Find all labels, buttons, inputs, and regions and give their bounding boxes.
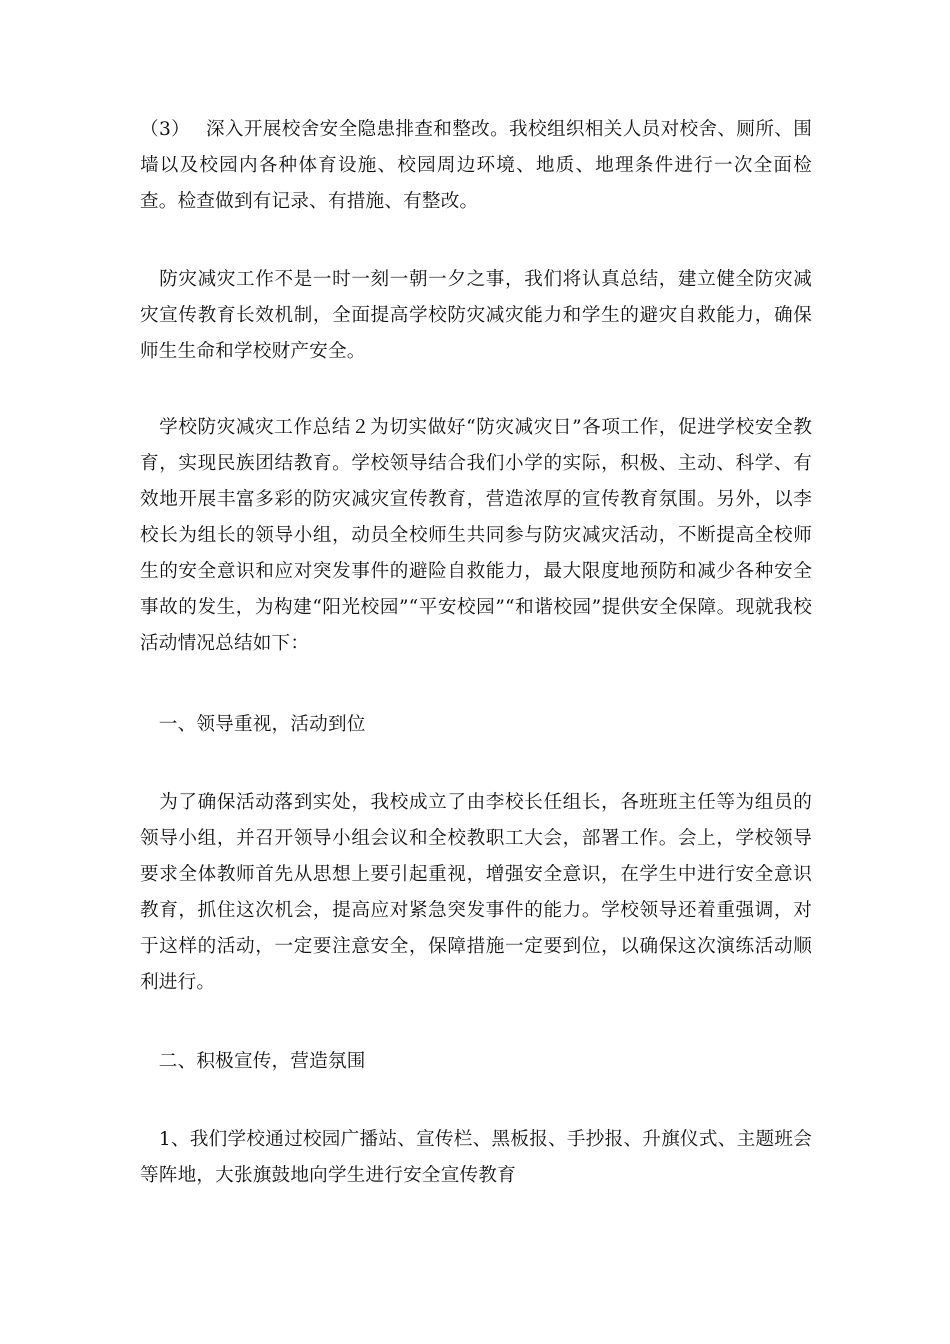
- paragraph-publicity-item-1: 1、我们学校通过校园广播站、宣传栏、黑板报、手抄报、升旗仪式、主题班会等阵地，大张旗鼓地向学生进行安全宣传教育: [140, 1129, 812, 1186]
- paragraph-leadership: 为了确保活动落到实处，我校成立了由李校长任组长，各班班主任等为组员的领导小组，并召开领导小组会议和全校教职工大会，部署工作。会上，学校领导要求全体教师首先从思想上要引起重视，增强安全意识，在学生中进行安全意识教育，抓住这次机会，提高应对紧急突发事件的能力。学校领导还着重强调，对于这样的活动，一定要注意安全，保障措施一定要到位，以确保这次演练活动顺利进行。: [140, 792, 812, 993]
- section-heading-leadership: 一、领导重视，活动到位: [140, 714, 366, 735]
- paragraph-conclusion: 防灾减灾工作不是一时一刻一朝一夕之事，我们将认真总结，建立健全防灾减灾宣传教育长效机制，全面提高学校防灾减灾能力和学生的避灾自救能力，确保师生生命和学校财产安全。: [140, 269, 812, 362]
- paragraph-safety-inspection: （3） 深入开展校舍安全隐患排查和整改。我校组织相关人员对校舍、厕所、围墙以及校园内各种体育设施、校园周边环境、地质、地理条件进行一次全面检查。检查做到有记录、有措施、有整改。: [140, 119, 812, 212]
- paragraph-summary-intro: 学校防灾减灾工作总结２为切实做好“防灾减灾日”各项工作，促进学校安全教育，实现民族团结教育。学校领导结合我们小学的实际，积极、主动、科学、有效地开展丰富多彩的防灾减灾宣传教育，营造浓厚的宣传教育氛围。另外，以李校长为组长的领导小组，动员全校师生共同参与防灾减灾活动，不断提高全校师生的安全意识和应对突发事件的避险自救能力，最大限度地预防和减少各种安全事故的发生，为构建“阳光校园”“平安校园”“和谐校园”提供安全保障。现就我校活动情况总结如下：: [140, 417, 812, 654]
- section-heading-publicity: 二、积极宣传，营造氛围: [140, 1051, 366, 1072]
